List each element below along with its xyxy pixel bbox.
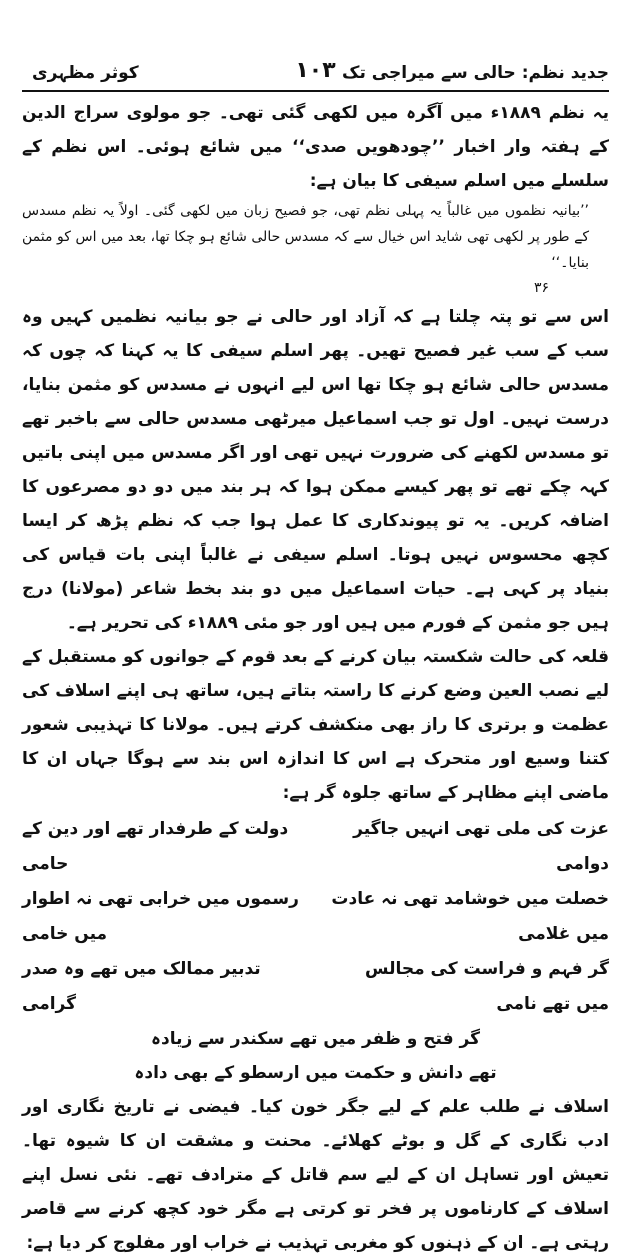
verse-line: دولت کے طرفدار تھے اور دین کے حامی (22, 819, 289, 874)
verse-line: تدبیر ممالک میں تھے وہ صدر گرامی (22, 959, 261, 1014)
verse-line: عزت کی ملی تھی انہیں جاگیر دوامی (353, 819, 609, 874)
verse-line: رسموں میں خرابی تھی نہ اطوار میں خامی (22, 889, 299, 944)
couplet-3 (22, 952, 609, 1022)
page-number: ۱۰۳ (295, 58, 336, 83)
paragraph-3: قلعہ کی حالت شکستہ بیان کرنے کے بعد قوم کے جوانوں کو مستقبل کے لیے نصب العین وضع کرنے کا راستہ بتاتے ہیں، ساتھ ہی اپنے اسلاف کی عظمت و برتری کا راز بھی منکشف کرتے ہیں۔ مولانا کا تہذیبی شعور کتنا وسیع اور متحرک ہے اس کا اندازہ اس بند سے ہوگا جہاں ان کا ماضی اپنے مظاہر کے ساتھ جلوہ گر ہے: (22, 647, 609, 803)
author-name: کوثر مظہری (32, 63, 139, 83)
paragraph-2: اس سے تو پتہ چلتا ہے کہ آزاد اور حالی نے جو بیانیہ نظمیں کہیں وہ سب کے سب غیر فصیح تھیں۔ پھر اسلم سیفی کا یہ کہنا کہ چوں کہ مسدس حالی شائع ہو چکا تھا اس لیے انہوں نے مسدس کو مثمن بنایا، درست نہیں۔ اول تو جب اسماعیل میرٹھی مسدس حالی سے باخبر تھے تو مسدس لکھنے کی ضرورت نہیں تھی اور اگر مسدس میں اپنی باتیں کہہ چکے تھے تو پھر کیسے ممکن ہوا کہ ہر بند میں دو دو مصرعوں کا اضافہ کریں۔ یہ تو پیوندکاری کا عمل ہوا جب کہ نظم پڑھ کر ایسا کچھ محسوس نہیں ہوتا۔ اسلم سیفی نے غالباً اپنی بات قیاس کی بنیاد پر کہی ہے۔ حیات اسماعیل میں دو بند بخط شاعر (مولانا) درج ہیں جو مثمن کے فورم میں ہیں اور جو مئی ۱۸۸۹ء کی تحریر ہے۔ (22, 307, 609, 633)
quote-text: ’’بیانیہ نظموں میں غالباً یہ پہلی نظم تھی، جو فصیح زبان میں لکھی گئی۔ اولاً یہ نظم مسدس کے طور پر لکھی تھی شاید اس خیال سے کہ مسدس حالی شائع ہو چکا تھا، بعد میں اس کو مثمن بنایا۔‘‘ (22, 203, 589, 271)
couplet-1 (22, 812, 609, 882)
couplet-2 (22, 882, 609, 952)
book-title: جدید نظم: حالی سے میراجی تک (342, 63, 609, 83)
header-rule (22, 90, 609, 92)
verse-line: گر فہم و فراست کی مجالس میں تھے نامی (365, 959, 609, 1014)
page-body (22, 96, 609, 1260)
page-header (22, 58, 609, 92)
paragraph-4: اسلاف نے طلب علم کے لیے جگر خون کیا۔ فیضی نے تاریخ نگاری اور ادب نگاری کے گل و بوٹے کھلائے۔ محنت و مشقت ان کا شیوہ تھا۔ تعیش اور تساہل ان کے لیے سم قاتل کے مترادف تھے۔ نئی نسل اپنے اسلاف کے کارناموں پر فخر تو کرتی ہے مگر خود کچھ کرنے سے قاصر رہتی ہے۔ ان کے ذہنوں کو مغربی تہذیب نے خراب اور مفلوج کر دیا ہے: (22, 1097, 609, 1253)
closing-verse-1: گر فتح و ظفر میں تھے سکندر سے زیادہ (151, 1029, 480, 1049)
citation-number: ۳۶ (533, 280, 549, 296)
block-quote (22, 198, 609, 300)
verse-line: خصلت میں خوشامد تھی نہ عادت میں غلامی (331, 889, 609, 944)
paragraph-1: یہ نظم ۱۸۸۹ء میں آگرہ میں لکھی گئی تھی۔ جو مولوی سراج الدین کے ہفتہ وار اخبار ’’چودھویں صدی‘‘ میں شائع ہوئی۔ اس نظم کے سلسلے میں اسلم سیفی کا بیان ہے: (22, 103, 609, 191)
verse-stanza (22, 812, 609, 1090)
closing-verse-2: تھے دانش و حکمت میں ارسطو کے بھی دادہ (134, 1063, 497, 1083)
